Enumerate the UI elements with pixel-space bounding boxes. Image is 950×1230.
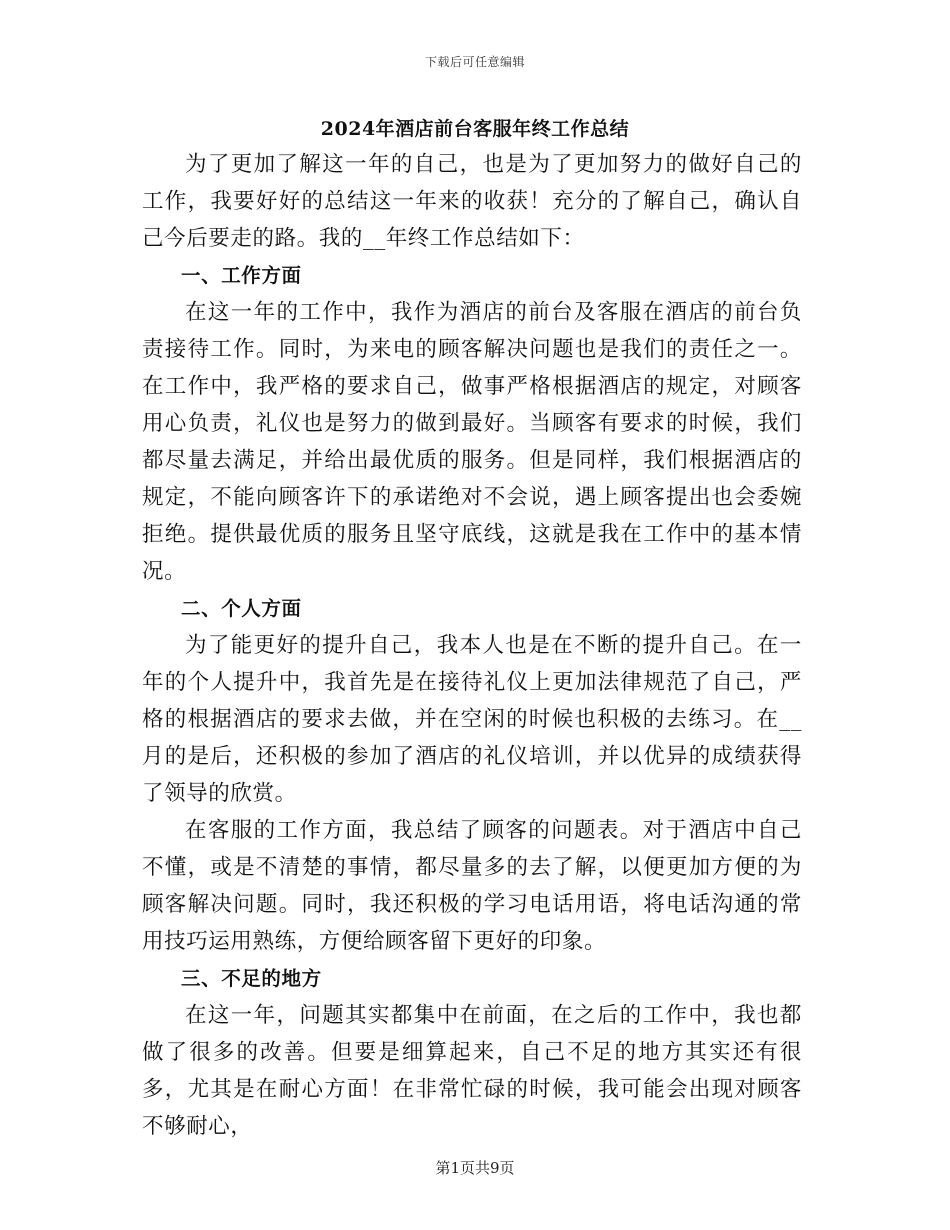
- page-number-footer: 第1页共9页: [435, 1159, 515, 1177]
- header-note: 下载后可任意编辑: [424, 55, 525, 69]
- section-personal: [142, 590, 802, 960]
- document-title: 2024年酒店前台客服年终工作总结: [320, 118, 630, 140]
- body-paragraph: 在这一年，问题其实都集中在前面，在之后的工作中，我也都做了很多的改善。但要是细算起来，自己不足的地方其实还有很多，尤其是在耐心方面！在非常忙碌的时候，我可能会出现对顾客不够耐心，: [142, 1003, 802, 1139]
- section-shortcomings: [142, 960, 802, 1145]
- section-heading: 三、不足的地方: [181, 967, 322, 990]
- section-heading: 一、工作方面: [181, 264, 302, 287]
- document-body: [142, 146, 802, 1145]
- body-paragraph: 为了能更好的提升自己，我本人也是在不断的提升自己。在一年的个人提升中，我首先是在接待礼仪上更加法律规范了自己，严格的根据酒店的要求去做，并在空闲的时候也积极的去练习。在__月的是后，还积极的参加了酒店的礼仪培训，并以优异的成绩获得了领导的欣赏。: [142, 633, 802, 806]
- body-paragraph: 在这一年的工作中，我作为酒店的前台及客服在酒店的前台负责接待工作。同时，为来电的顾客解决问题也是我们的责任之一。在工作中，我严格的要求自己，做事严格根据酒店的规定，对顾客用心负责，礼仪也是努力的做到最好。当顾客有要求的时候，我们都尽量去满足，并给出最优质的服务。但是同样，我们根据酒店的规定，不能向顾客许下的承诺绝对不会说，遇上顾客提出也会委婉拒绝。提供最优质的服务且坚守底线，这就是我在工作中的基本情况。: [142, 300, 802, 584]
- body-paragraph: 在客服的工作方面，我总结了顾客的问题表。对于酒店中自己不懂，或是不清楚的事情，都尽量多的去了解，以便更加方便的为顾客解决问题。同时，我还积极的学习电话用语，将电话沟通的常用技巧运用熟练，方便给顾客留下更好的印象。: [142, 818, 802, 954]
- intro-paragraph: 为了更加了解这一年的自己，也是为了更加努力的做好自己的工作，我要好好的总结这一年来的收获！充分的了解自己，确认自己今后要走的路。我的__年终工作总结如下：: [142, 152, 802, 251]
- section-heading: 二、个人方面: [181, 597, 302, 620]
- section-work: [142, 257, 802, 590]
